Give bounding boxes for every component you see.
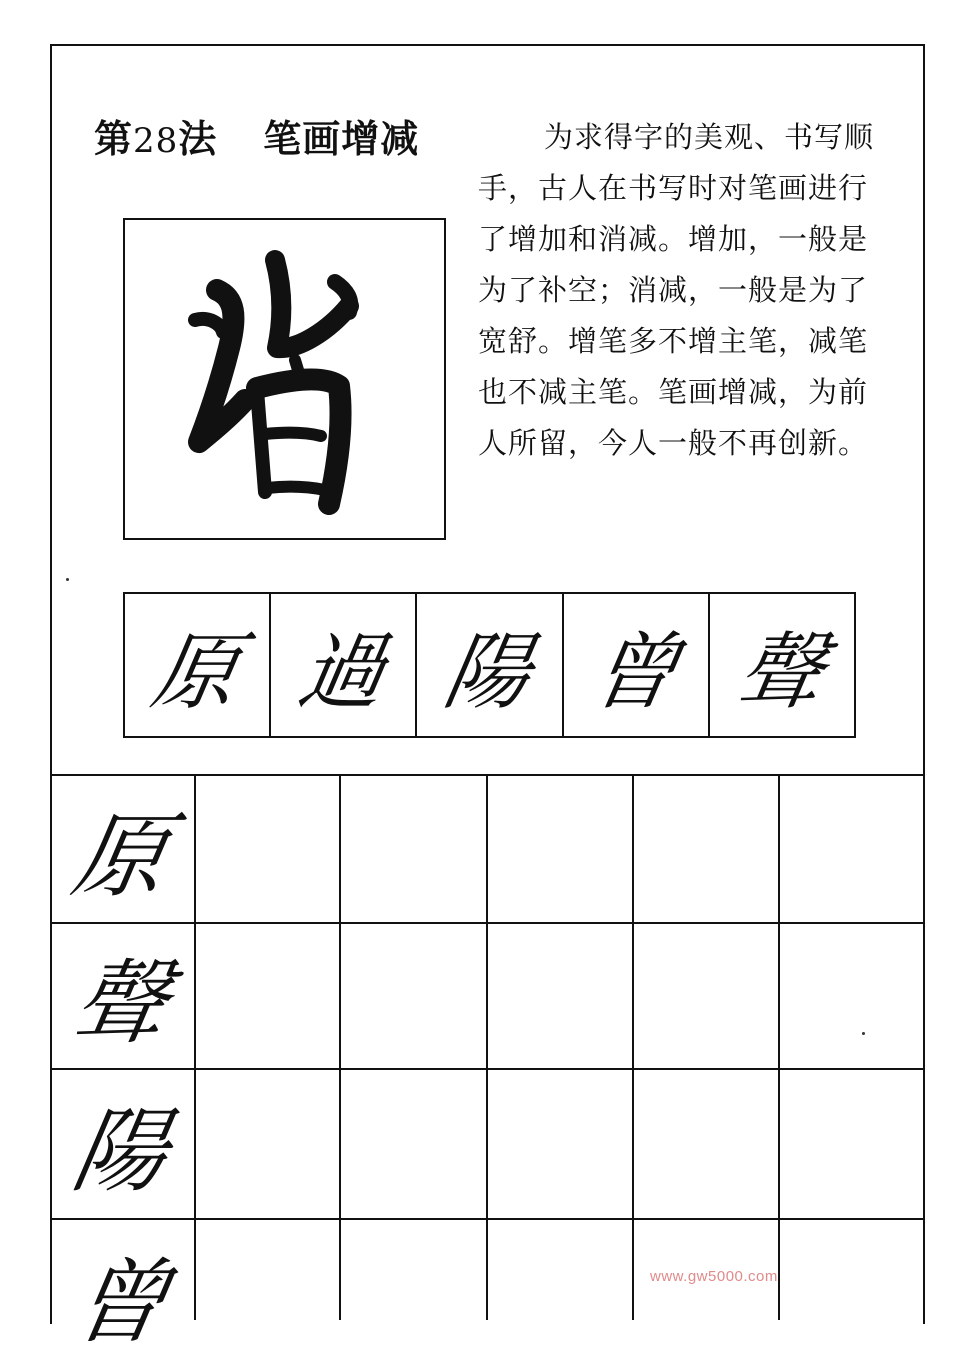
practice-blank-cell[interactable]	[341, 776, 488, 924]
example-character: 曾	[583, 622, 686, 721]
practice-model-cell	[50, 1070, 196, 1220]
example-cell	[125, 594, 271, 736]
practice-blank-cell[interactable]	[488, 924, 634, 1070]
practice-blank-cell[interactable]	[634, 776, 780, 924]
lesson-name: 笔画增减	[263, 116, 420, 161]
example-cell	[271, 594, 417, 736]
practice-blank-cell[interactable]	[341, 924, 488, 1070]
practice-model-character: 陽	[65, 1098, 177, 1205]
practice-blank-cell[interactable]	[196, 776, 341, 924]
print-speck	[66, 578, 69, 581]
practice-model-character: 原	[65, 803, 177, 910]
example-cell	[417, 594, 563, 736]
practice-model-cell	[50, 1220, 196, 1356]
practice-blank-cell[interactable]	[780, 1070, 925, 1220]
practice-model-cell	[50, 776, 196, 924]
practice-blank-cell[interactable]	[780, 924, 925, 1070]
practice-blank-cell[interactable]	[196, 924, 341, 1070]
practice-model-character: 曾	[65, 1249, 177, 1356]
lesson-description: 为求得字的美观、书写顺手，古人在书写时对笔画进行了增加和消减。增加，一般是为了补空；消减，一般是为了宽舒。增笔多不增主笔，减笔也不减主笔。笔画增减，为前人所留，今人一般不再创新。	[478, 120, 875, 460]
lesson-title	[94, 108, 419, 163]
practice-grid	[50, 774, 925, 1356]
practice-model-cell	[50, 924, 196, 1070]
example-cell	[564, 594, 710, 736]
practice-blank-cell[interactable]	[341, 1070, 488, 1220]
watermark: www.gw5000.com	[650, 1268, 778, 1285]
practice-blank-cell[interactable]	[488, 776, 634, 924]
practice-blank-cell[interactable]	[634, 924, 780, 1070]
print-speck	[862, 1032, 865, 1035]
example-row	[123, 592, 856, 738]
feature-character-text: 皆	[125, 205, 142, 224]
example-character: 過	[291, 622, 393, 721]
practice-blank-cell[interactable]	[196, 1220, 341, 1320]
example-character: 聲	[730, 622, 832, 721]
title-prefix: 第	[94, 116, 134, 161]
practice-blank-cell[interactable]	[780, 776, 925, 924]
practice-blank-cell[interactable]	[634, 1070, 780, 1220]
example-cell	[710, 594, 854, 736]
feature-character-box	[123, 205, 446, 540]
example-character: 陽	[437, 622, 540, 721]
example-character: 原	[145, 622, 247, 721]
practice-blank-cell[interactable]	[341, 1220, 488, 1320]
practice-blank-cell[interactable]	[196, 1070, 341, 1220]
practice-model-character: 聲	[65, 950, 177, 1057]
practice-blank-cell[interactable]	[488, 1070, 634, 1220]
practice-blank-cell[interactable]	[780, 1220, 925, 1320]
title-suffix: 法	[178, 116, 218, 161]
lesson-number: 28	[133, 121, 179, 161]
practice-blank-cell[interactable]	[488, 1220, 634, 1320]
feature-character-brush	[125, 205, 444, 538]
